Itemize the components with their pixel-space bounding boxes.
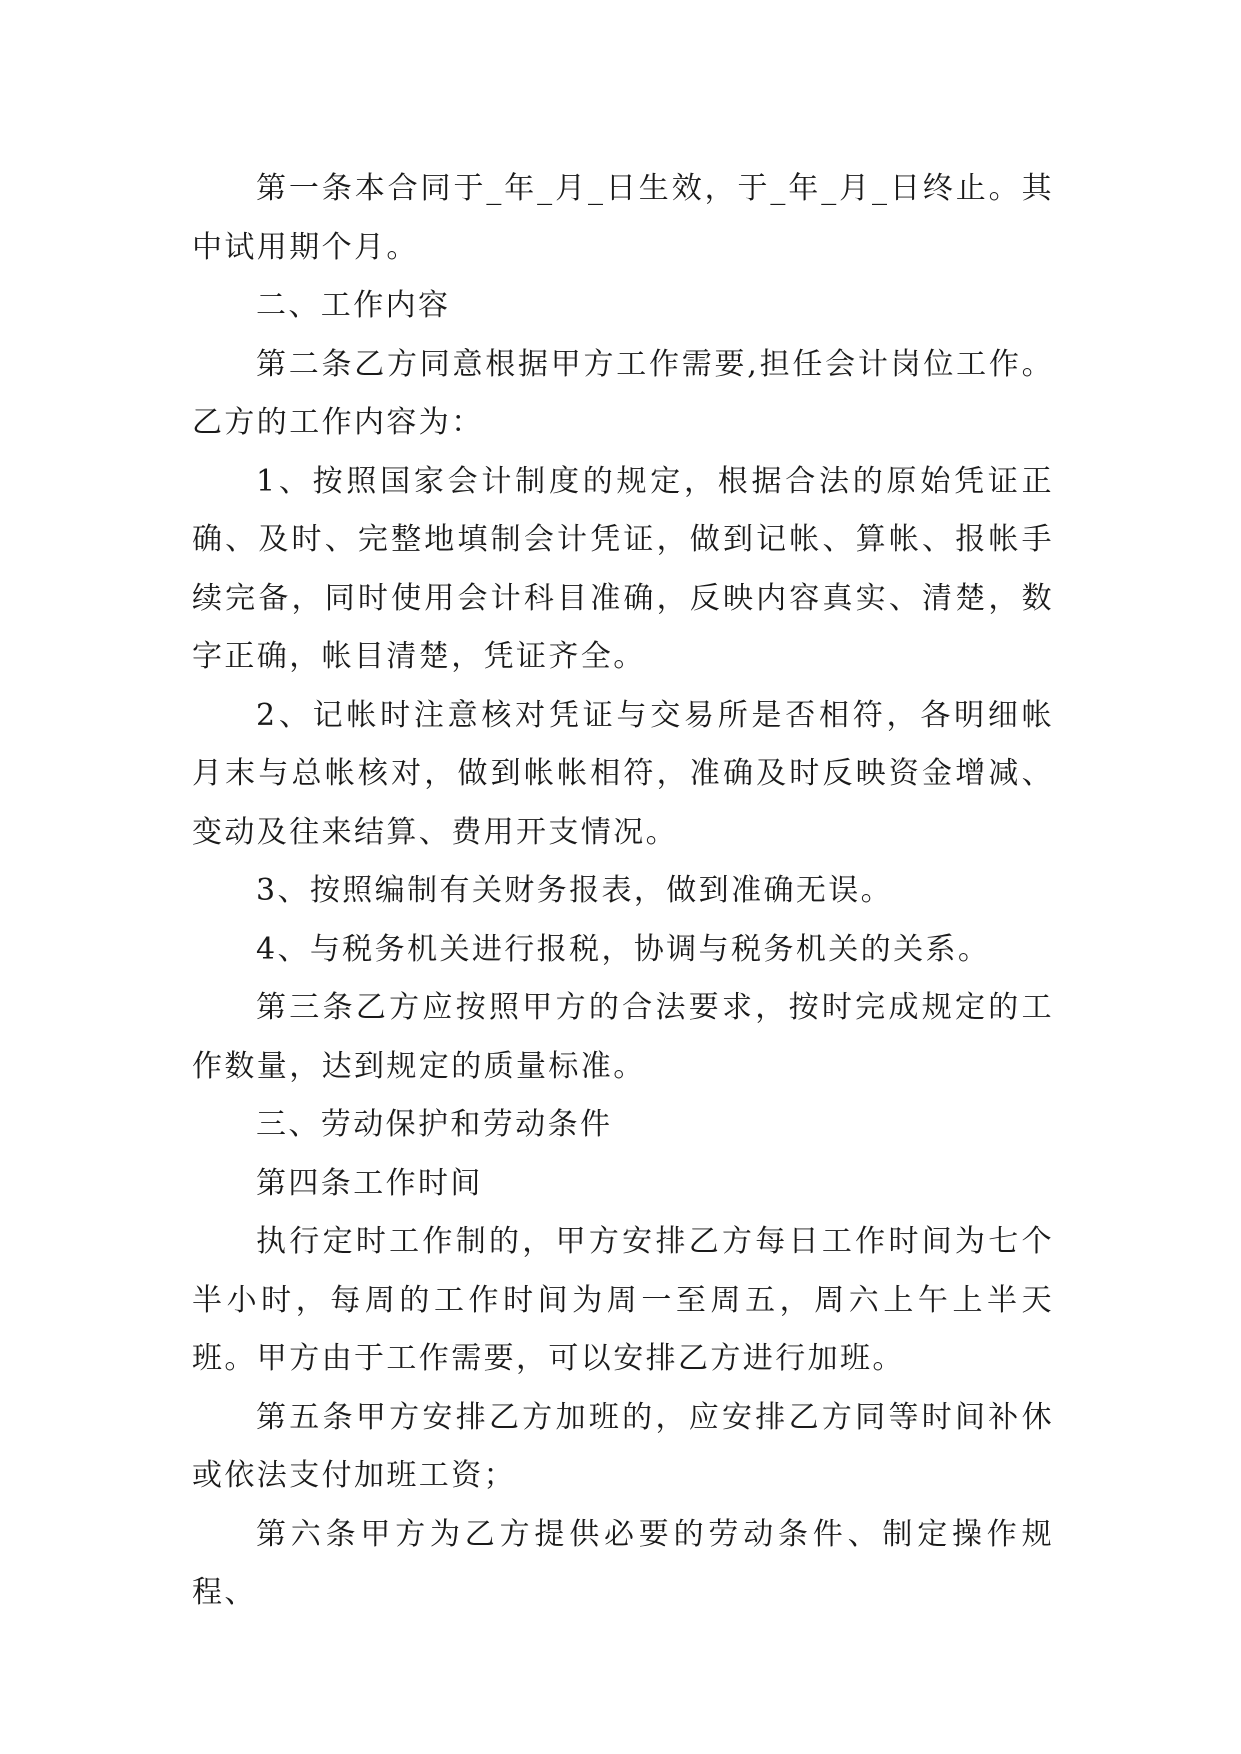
section-heading-work-content: 二、工作内容 bbox=[256, 288, 451, 323]
clause-1-effective-date: 第一条本合同于_年_月_日生效，于_年_月_日终止。其中试用期个月。 bbox=[192, 171, 1054, 265]
duty-item-2: 2、记帐时注意核对凭证与交易所是否相符，各明细帐月末与总帐核对，做到帐帐相符，准确及时反映资金增减、变动及往来结算、费用开支情况。 bbox=[192, 697, 1054, 850]
duty-item-4: 4、与税务机关进行报税，协调与税务机关的关系。 bbox=[256, 931, 991, 967]
duty-item-3: 3、按照编制有关财务报表，做到准确无误。 bbox=[256, 873, 894, 908]
clause-4-title: 第四条工作时间 bbox=[256, 1165, 483, 1201]
document-body bbox=[192, 160, 1054, 1623]
duty-item-1: 1、按照国家会计制度的规定，根据合法的原始凭证正确、及时、完整地填制会计凭证，做到记帐、算帐、报帐手续完备，同时使用会计科目准确，反映内容真实、清楚，数字正确，帐目清楚，凭证齐全。 bbox=[192, 463, 1054, 674]
clause-3-requirements: 第三条乙方应按照甲方的合法要求，按时完成规定的工作数量，达到规定的质量标准。 bbox=[192, 990, 1054, 1084]
clause-6-conditions: 第六条甲方为乙方提供必要的劳动条件、制定操作规程、 bbox=[192, 1516, 1054, 1610]
clause-5-overtime: 第五条甲方安排乙方加班的，应安排乙方同等时间补休或依法支付加班工资； bbox=[192, 1399, 1054, 1493]
section-heading-labor-protection: 三、劳动保护和劳动条件 bbox=[256, 1107, 613, 1142]
working-hours-text: 执行定时工作制的，甲方安排乙方每日工作时间为七个半小时，每周的工作时间为周一至周五，周六上午上半天班。甲方由于工作需要，可以安排乙方进行加班。 bbox=[192, 1224, 1054, 1376]
clause-2-position: 第二条乙方同意根据甲方工作需要,担任会计岗位工作。乙方的工作内容为： bbox=[192, 346, 1054, 440]
